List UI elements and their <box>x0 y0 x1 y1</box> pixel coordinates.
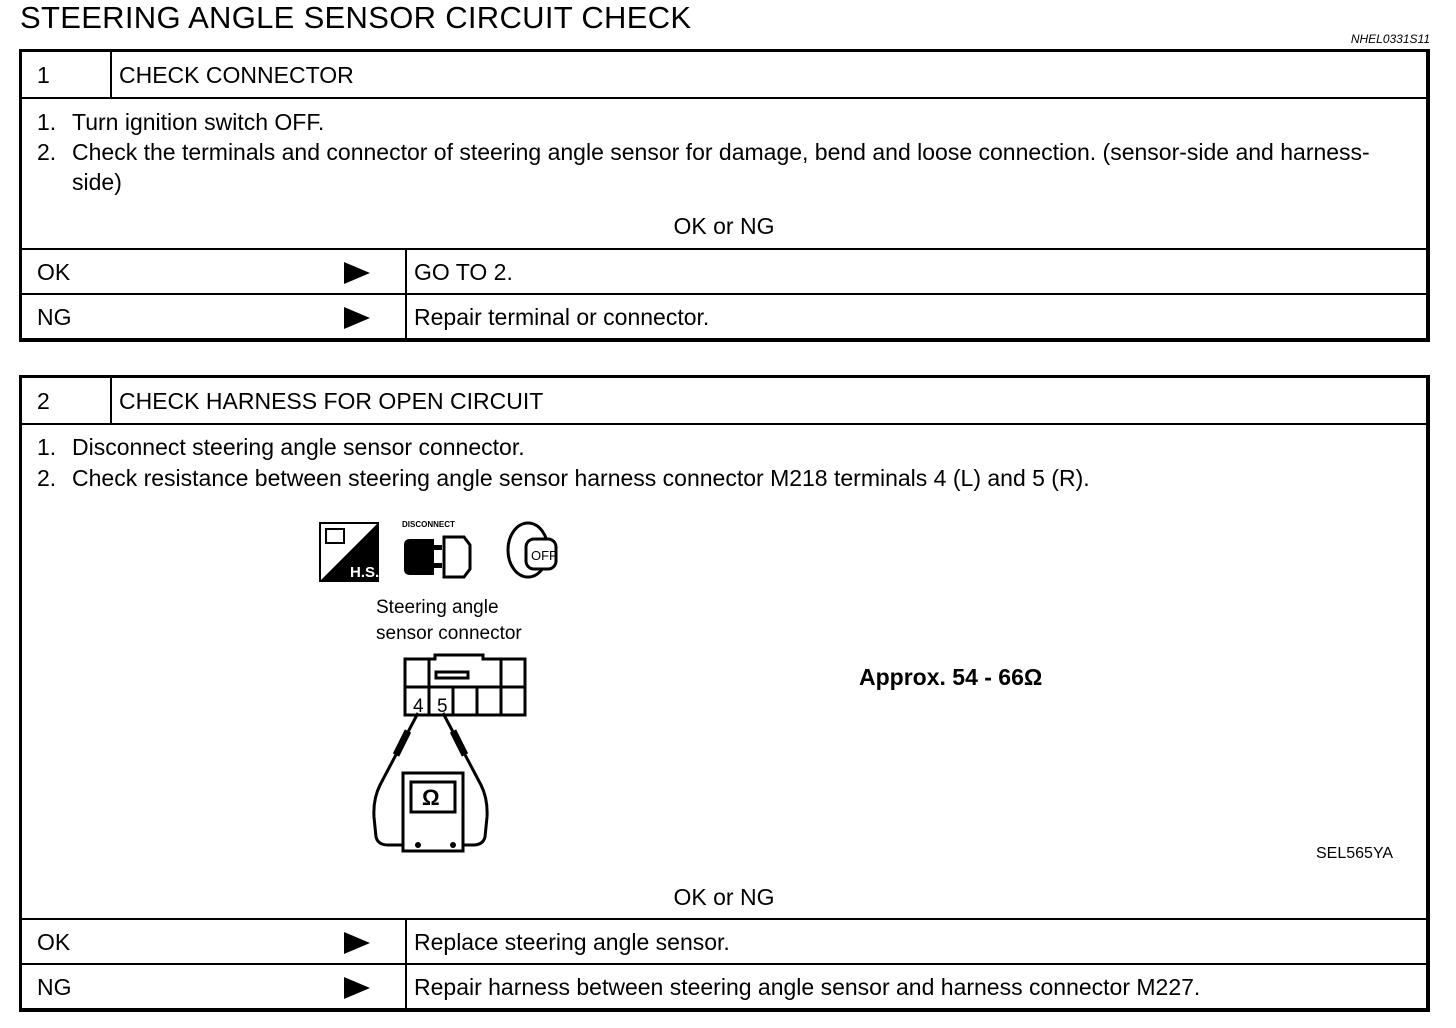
result-action: GO TO 2. <box>414 259 513 285</box>
result-action: Replace steering angle sensor. <box>414 929 730 955</box>
result-label: OK <box>37 259 71 285</box>
connector-label: Steering angle <box>376 597 499 618</box>
arrow-right-icon <box>344 262 370 284</box>
step-2-instructions <box>22 425 1426 920</box>
step-heading: CHECK CONNECTOR <box>119 62 354 88</box>
instruction: 1. Turn ignition switch OFF. <box>37 109 325 135</box>
figure-code: SEL565YA <box>1316 845 1394 862</box>
measurement-diagram <box>318 517 578 857</box>
result-row-ok <box>22 920 1426 965</box>
terminal-5: 5 <box>437 696 448 717</box>
ohmmeter-icon <box>403 773 463 851</box>
connector-label: sensor connector <box>376 623 522 644</box>
page-title: STEERING ANGLE SENSOR CIRCUIT CHECK <box>20 0 692 35</box>
result-action: Repair harness between steering angle sensor and harness connector M227. <box>414 974 1201 1000</box>
step-1-box <box>19 49 1430 342</box>
instruction: 1. Disconnect steering angle sensor connector. <box>37 434 525 460</box>
ok-or-ng-prompt: OK or NG <box>673 213 775 239</box>
result-action: Repair terminal or connector. <box>414 304 710 330</box>
step-1-instructions <box>22 99 1426 250</box>
disconnect-icon <box>402 520 470 577</box>
arrow-right-icon <box>344 307 370 329</box>
reference-code: NHEL0331S11 <box>1350 32 1430 46</box>
result-row-ng <box>22 965 1426 1008</box>
resistance-spec: Approx. 54 - 66Ω <box>859 664 1043 690</box>
svg-text:DISCONNECT: DISCONNECT <box>402 520 455 529</box>
result-row-ok <box>22 250 1426 295</box>
step-heading: CHECK HARNESS FOR OPEN CIRCUIT <box>119 388 544 414</box>
result-label: OK <box>37 929 71 955</box>
step-2-box <box>19 375 1430 1012</box>
step-number: 1 <box>37 62 50 88</box>
instruction: 2. Check resistance between steering angle sensor harness connector M218 terminals 4 (L) and 5 (R). <box>37 465 1090 491</box>
ignition-off-icon <box>508 523 557 577</box>
svg-text:Ω: Ω <box>422 785 440 810</box>
ok-or-ng-prompt: OK or NG <box>673 884 775 910</box>
result-label: NG <box>37 974 72 1000</box>
result-label: NG <box>37 304 72 330</box>
instruction: 2. Check the terminals and connector of steering angle sensor for damage, bend and loose connection. (sensor-side and harness-side) <box>37 139 1370 195</box>
result-row-ng <box>22 295 1426 338</box>
step-number: 2 <box>37 388 50 414</box>
step-1-header <box>22 52 1426 99</box>
arrow-right-icon <box>344 977 370 999</box>
svg-text:H.S.: H.S. <box>350 564 380 581</box>
harness-side-icon <box>320 523 379 581</box>
arrow-right-icon <box>344 932 370 954</box>
step-2-header <box>22 378 1426 425</box>
svg-text:OFF: OFF <box>531 548 557 563</box>
terminal-4: 4 <box>413 696 424 717</box>
